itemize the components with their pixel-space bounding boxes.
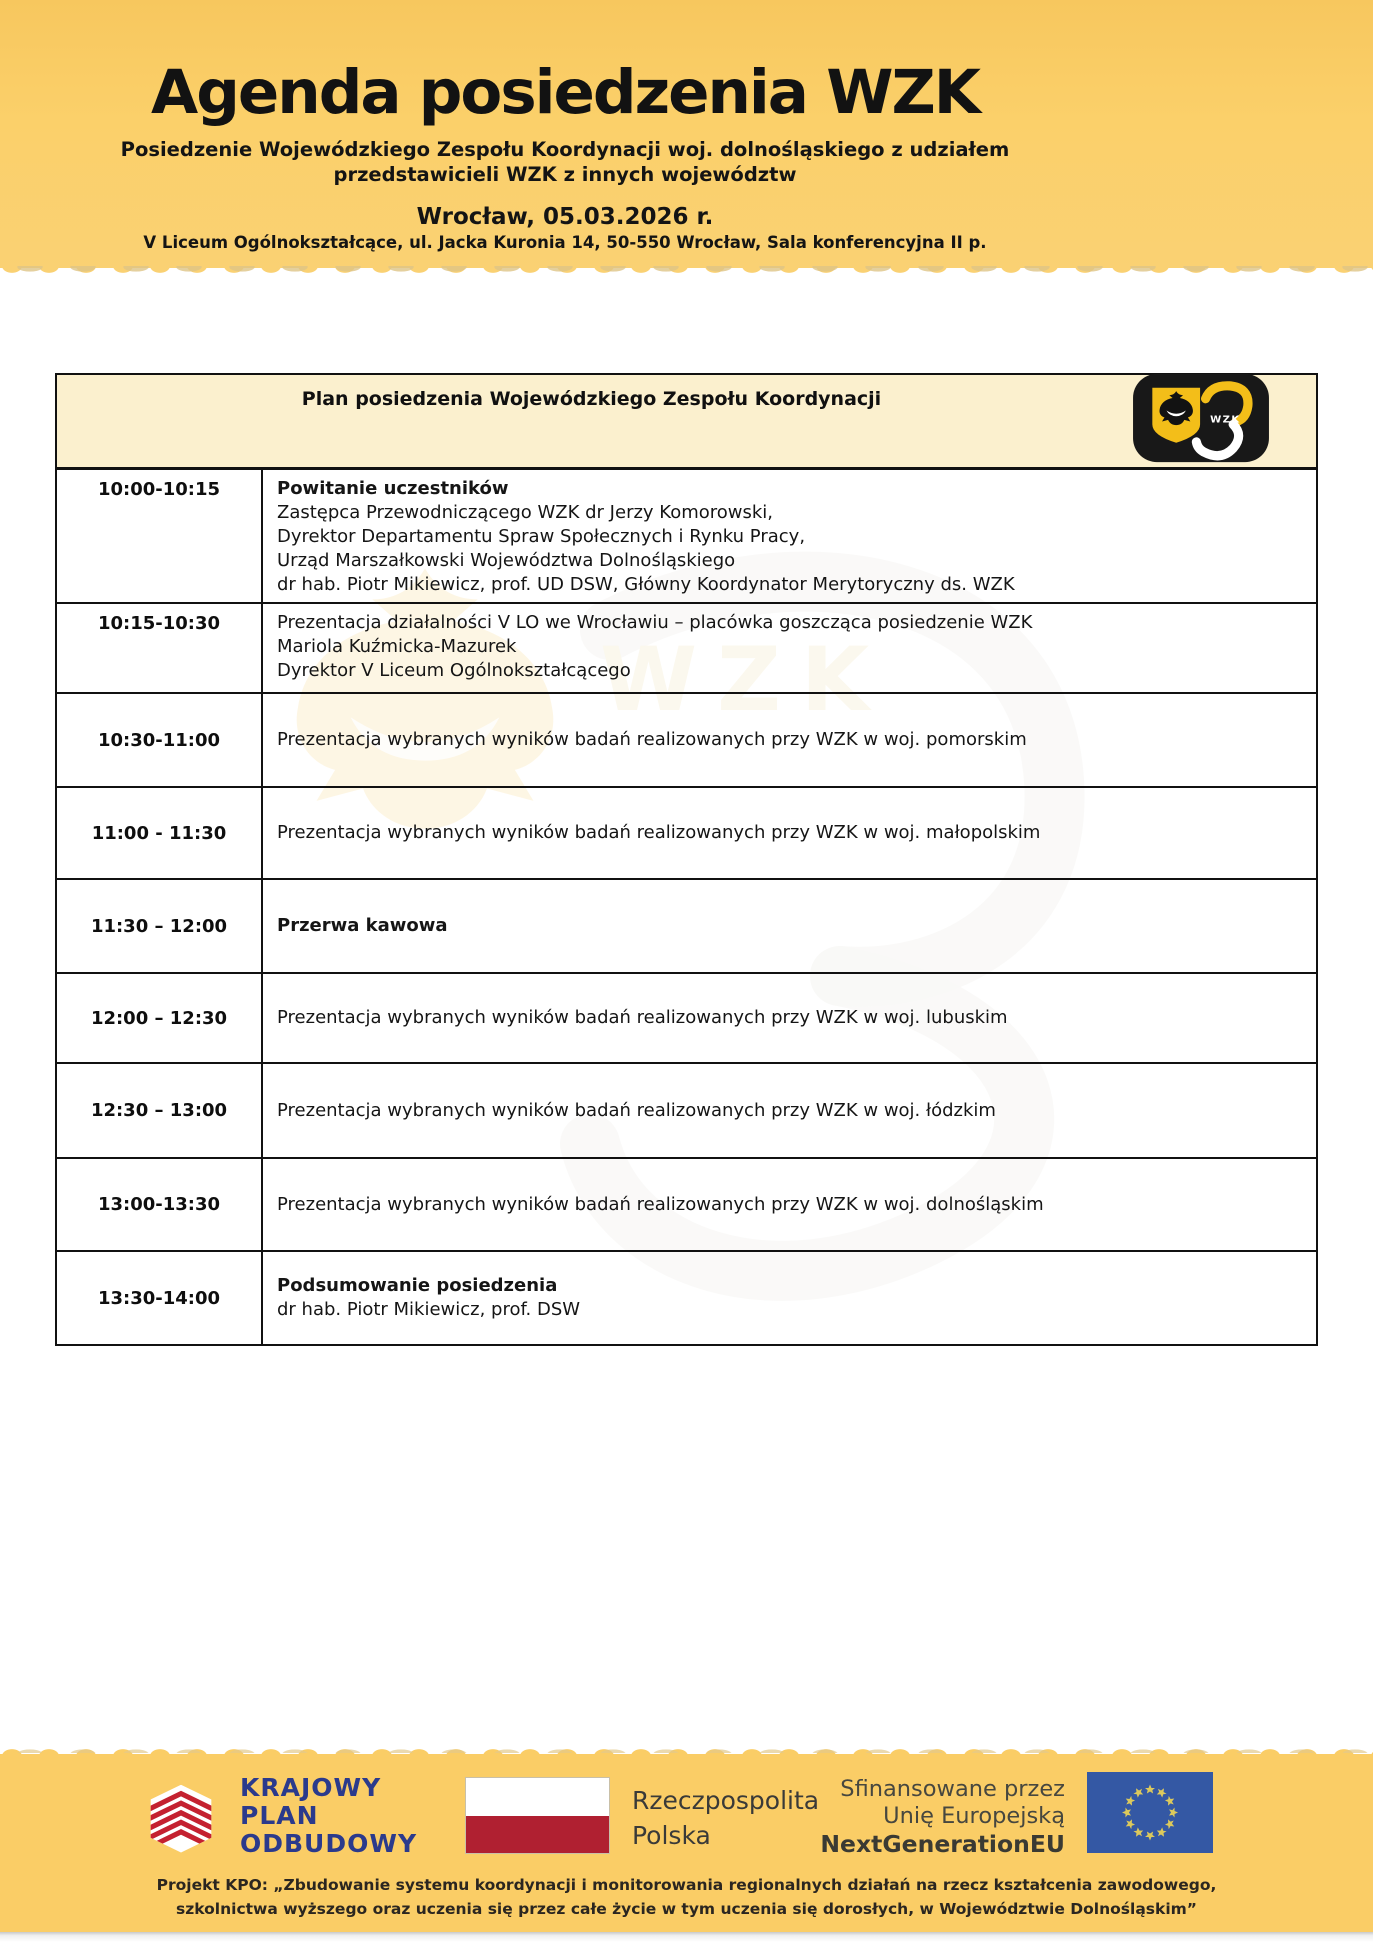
agenda-row xyxy=(57,1064,1316,1159)
kpo-wordmark xyxy=(240,1774,417,1858)
session-line: Dyrektor Departamentu Spraw Społecznych i Rynku Pracy, xyxy=(277,525,806,547)
kpo-logo xyxy=(140,1774,417,1858)
table-header-row xyxy=(57,375,1316,470)
meeting-date: Wrocław, 05.03.2026 r. xyxy=(416,203,714,230)
agenda-row xyxy=(57,880,1316,974)
time-slot: 10:15-10:30 xyxy=(57,604,263,692)
time-slot: 10:00-10:15 xyxy=(57,470,263,602)
eu-flag-icon xyxy=(1087,1772,1213,1853)
agenda-row xyxy=(57,788,1316,880)
session-description xyxy=(263,1252,1316,1344)
time-slot: 13:30-14:00 xyxy=(57,1252,263,1344)
project-line-2: szkolnictwa wyższego oraz uczenia się przez całe życie w tym uczenia się dorosłych, w Województwie Dolnośląskim” xyxy=(176,1900,1197,1919)
meeting-venue: V Liceum Ogólnokształcące, ul. Jacka Kuronia 14, 50-550 Wrocław, Sala konferencyjna II p. xyxy=(143,232,987,252)
time-slot: 10:30-11:00 xyxy=(57,694,263,786)
page-bottom-strip xyxy=(0,1932,1373,1942)
wzk-logo xyxy=(1132,373,1270,463)
session-description xyxy=(263,880,1316,972)
session-title: Przerwa kawowa xyxy=(277,915,448,937)
logo-wzk-text: WZK xyxy=(1210,414,1241,426)
agenda-row xyxy=(57,974,1316,1064)
torn-paper-edge-top xyxy=(0,266,1373,280)
kpo-line-2: PLAN xyxy=(240,1801,319,1830)
time-slot: 11:00 - 11:30 xyxy=(57,788,263,878)
agenda-rows xyxy=(57,470,1316,1344)
session-line: Prezentacja wybranych wyników badań realizowanych przy WZK w woj. łódzkim xyxy=(277,1099,996,1121)
session-description xyxy=(263,974,1316,1062)
nextgeneration-eu-label: NextGenerationEU xyxy=(820,1830,1065,1858)
session-line: Prezentacja wybranych wyników badań realizowanych przy WZK w woj. lubuskim xyxy=(277,1007,1008,1029)
session-line: Urząd Marszałkowski Województwa Dolnośląskiego xyxy=(277,549,736,571)
kpo-line-1: KRAJOWY xyxy=(240,1773,382,1802)
agenda-row xyxy=(57,1252,1316,1344)
session-title: Podsumowanie posiedzenia xyxy=(277,1275,558,1297)
session-line: Prezentacja wybranych wyników badań realizowanych przy WZK w woj. małopolskim xyxy=(277,822,1041,844)
subtitle xyxy=(0,138,1130,188)
watermark-wzk-text: WZK xyxy=(600,628,890,731)
subtitle-line-2: przedstawicieli WZK z innych województw xyxy=(333,162,797,186)
session-line: Prezentacja wybranych wyników badań realizowanych przy WZK w woj. dolnośląskim xyxy=(277,1193,1044,1215)
session-description xyxy=(263,470,1316,602)
session-description xyxy=(263,1064,1316,1157)
session-title: Powitanie uczestników xyxy=(277,478,509,499)
kpo-line-3: ODBUDOWY xyxy=(240,1829,418,1858)
page-title: Agenda posiedzenia WZK xyxy=(151,57,979,128)
republic-line-1: Rzeczpospolita xyxy=(632,1786,820,1815)
kpo-building-icon xyxy=(140,1776,222,1856)
session-line: Prezentacja działalności V LO we Wrocławiu – placówka goszcząca posiedzenie WZK xyxy=(277,612,1033,633)
project-line-1: Projekt KPO: „Zbudowanie systemu koordynacji i monitorowania regionalnych działań na rzecz kształcenia zawodowego, xyxy=(156,1876,1217,1894)
agenda-row xyxy=(57,694,1316,788)
session-description xyxy=(263,1159,1316,1250)
subtitle-line-1: Posiedzenie Wojewódzkiego Zespołu Koordynacji woj. dolnośląskiego z udziałem xyxy=(120,138,1010,162)
time-slot: 11:30 – 12:00 xyxy=(57,880,263,972)
table-title: Plan posiedzenia Wojewódzkiego Zespołu Koordynacji xyxy=(301,388,882,410)
poland-flag-icon xyxy=(465,1777,610,1854)
document-header xyxy=(0,0,1373,268)
project-description xyxy=(0,1873,1373,1921)
session-line: dr hab. Piotr Mikiewicz, prof. DSW xyxy=(277,1299,581,1320)
session-line: Zastępca Przewodniczącego WZK dr Jerzy Komorowski, xyxy=(277,501,774,523)
session-line: Prezentacja wybranych wyników badań realizowanych przy WZK w woj. pomorskim xyxy=(277,729,1027,751)
session-line: dr hab. Piotr Mikiewicz, prof. UD DSW, Główny Koordynator Merytoryczny ds. WZK xyxy=(277,573,1015,595)
republic-line-2: Polska xyxy=(632,1821,711,1850)
document-footer xyxy=(0,1754,1373,1932)
time-slot: 12:00 – 12:30 xyxy=(57,974,263,1062)
session-line: Dyrektor V Liceum Ogólnokształcącego xyxy=(277,659,631,681)
time-slot: 13:00-13:30 xyxy=(57,1159,263,1250)
session-description xyxy=(263,788,1316,878)
session-description xyxy=(263,694,1316,786)
agenda-row xyxy=(57,1159,1316,1252)
time-slot: 12:30 – 13:00 xyxy=(57,1064,263,1157)
eu-funding-line-1: Sfinansowane przez xyxy=(840,1776,1065,1802)
agenda-row xyxy=(57,470,1316,604)
agenda-row xyxy=(57,604,1316,694)
session-description xyxy=(263,604,1316,692)
agenda-table xyxy=(55,373,1318,1346)
eu-funding-line-2: Unię Europejską xyxy=(883,1803,1065,1829)
session-line: Mariola Kuźmicka-Mazurek xyxy=(277,635,517,657)
header-text-block xyxy=(0,0,1130,252)
eu-funding-label xyxy=(700,1776,1065,1858)
